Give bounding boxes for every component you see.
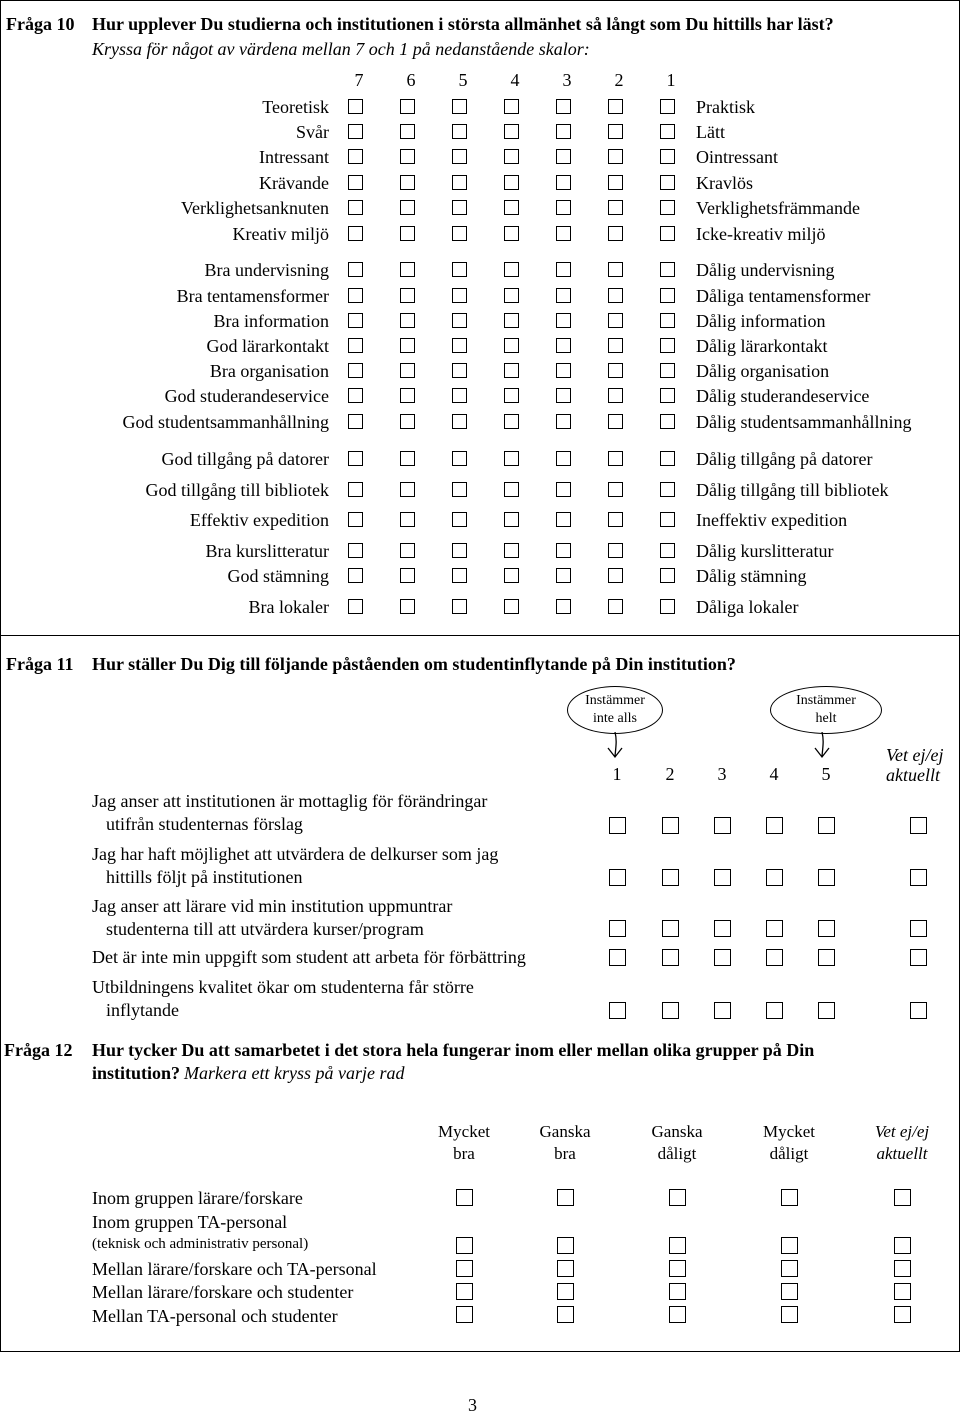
checkbox[interactable] xyxy=(660,388,675,403)
checkbox[interactable] xyxy=(660,512,675,527)
checkbox[interactable] xyxy=(660,124,675,139)
q10-right-label: Dålig studentsammanhållning xyxy=(696,412,912,432)
checkbox[interactable] xyxy=(556,149,571,164)
checkbox[interactable] xyxy=(348,599,363,614)
bubble-disagree-line1: Instämmer xyxy=(585,693,645,708)
page-number: 3 xyxy=(468,1395,477,1415)
q10-right-label: Dålig kurslitteratur xyxy=(696,541,834,561)
checkbox[interactable] xyxy=(504,543,519,558)
checkbox[interactable] xyxy=(609,1002,626,1019)
checkbox[interactable] xyxy=(609,920,626,937)
checkbox[interactable] xyxy=(504,512,519,527)
checkbox[interactable] xyxy=(556,288,571,303)
checkbox[interactable] xyxy=(609,869,626,886)
checkbox[interactable] xyxy=(894,1306,911,1323)
checkbox[interactable] xyxy=(452,363,467,378)
checkbox[interactable] xyxy=(660,313,675,328)
checkbox[interactable] xyxy=(556,175,571,190)
checkbox[interactable] xyxy=(400,338,415,353)
checkbox[interactable] xyxy=(894,1237,911,1254)
checkbox[interactable] xyxy=(910,949,927,966)
checkbox[interactable] xyxy=(504,388,519,403)
q12-row-sublabel: (teknisk och administrativ personal) xyxy=(92,1236,309,1252)
q11-statement-line1: Jag anser att lärare vid min institution uppmuntrar xyxy=(92,896,453,916)
checkbox[interactable] xyxy=(662,949,679,966)
checkbox[interactable] xyxy=(400,543,415,558)
checkbox[interactable] xyxy=(608,451,623,466)
checkbox[interactable] xyxy=(400,99,415,114)
q11-statement-line2: inflytande xyxy=(106,1000,179,1020)
checkbox[interactable] xyxy=(557,1237,574,1254)
q10-left-label: Verklighetsanknuten xyxy=(181,198,329,218)
checkbox[interactable] xyxy=(556,200,571,215)
checkbox[interactable] xyxy=(556,482,571,497)
checkbox[interactable] xyxy=(766,920,783,937)
checkbox[interactable] xyxy=(608,288,623,303)
q10-left-label: Svår xyxy=(296,122,329,142)
q10-scale-label: 4 xyxy=(510,70,520,90)
checkbox[interactable] xyxy=(504,200,519,215)
checkbox[interactable] xyxy=(609,817,626,834)
checkbox[interactable] xyxy=(400,288,415,303)
q10-left-label: Bra undervisning xyxy=(204,260,329,280)
checkbox[interactable] xyxy=(504,568,519,583)
q10-right-label: Dåliga lokaler xyxy=(696,597,799,617)
checkbox[interactable] xyxy=(660,99,675,114)
q11-title: Hur ställer Du Dig till följande påståenden om studentinflytande på Din institution? xyxy=(92,654,736,674)
q10-left-label: Krävande xyxy=(259,173,329,193)
checkbox[interactable] xyxy=(452,338,467,353)
checkbox[interactable] xyxy=(504,338,519,353)
checkbox[interactable] xyxy=(504,288,519,303)
q10-left-label: God stämning xyxy=(227,566,329,586)
q10-left-label: Bra organisation xyxy=(209,361,329,381)
checkbox[interactable] xyxy=(452,451,467,466)
checkbox[interactable] xyxy=(608,313,623,328)
checkbox[interactable] xyxy=(766,949,783,966)
q10-scale-label: 3 xyxy=(562,70,572,90)
q12-column-line1: Vet ej/ej xyxy=(874,1122,930,1141)
checkbox[interactable] xyxy=(660,262,675,277)
q11-scale-label: 5 xyxy=(821,764,831,784)
checkbox[interactable] xyxy=(400,482,415,497)
checkbox[interactable] xyxy=(714,817,731,834)
checkbox[interactable] xyxy=(669,1306,686,1323)
checkbox[interactable] xyxy=(456,1283,473,1300)
q11-statement-line2: hittills följt på institutionen xyxy=(106,867,303,887)
checkbox[interactable] xyxy=(348,482,363,497)
checkbox[interactable] xyxy=(504,99,519,114)
checkbox[interactable] xyxy=(781,1283,798,1300)
q10-left-label: Kreativ miljö xyxy=(232,224,329,244)
checkbox[interactable] xyxy=(348,149,363,164)
checkbox[interactable] xyxy=(660,451,675,466)
checkbox[interactable] xyxy=(400,149,415,164)
q11-scale-label: 3 xyxy=(717,764,727,784)
q12-row-label: Mellan TA-personal och studenter xyxy=(92,1306,338,1326)
checkbox[interactable] xyxy=(452,175,467,190)
checkbox[interactable] xyxy=(400,313,415,328)
checkbox[interactable] xyxy=(504,175,519,190)
checkbox[interactable] xyxy=(452,414,467,429)
checkbox[interactable] xyxy=(504,149,519,164)
q11-statement-line2: studenterna till att utvärdera kurser/program xyxy=(106,919,424,939)
q12-number: Fråga 12 xyxy=(4,1040,73,1060)
checkbox[interactable] xyxy=(452,388,467,403)
q12-column-line2: dåligt xyxy=(657,1144,697,1163)
checkbox[interactable] xyxy=(456,1260,473,1277)
checkbox[interactable] xyxy=(669,1189,686,1206)
checkbox[interactable] xyxy=(504,226,519,241)
checkbox[interactable] xyxy=(714,869,731,886)
q11-statement-line1: Jag anser att institutionen är mottaglig för förändringar xyxy=(92,791,488,811)
checkbox[interactable] xyxy=(400,451,415,466)
checkbox[interactable] xyxy=(456,1237,473,1254)
checkbox[interactable] xyxy=(818,1002,835,1019)
checkbox[interactable] xyxy=(660,288,675,303)
q10-right-label: Ointressant xyxy=(696,147,778,167)
checkbox[interactable] xyxy=(348,451,363,466)
checkbox[interactable] xyxy=(452,262,467,277)
bubble-agree-line1: Instämmer xyxy=(796,693,856,708)
checkbox[interactable] xyxy=(714,949,731,966)
checkbox[interactable] xyxy=(608,149,623,164)
checkbox[interactable] xyxy=(556,226,571,241)
checkbox[interactable] xyxy=(452,482,467,497)
checkbox[interactable] xyxy=(348,568,363,583)
q11-statement-line1: Det är inte min uppgift som student att arbeta för förbättring xyxy=(92,947,526,967)
checkbox[interactable] xyxy=(504,124,519,139)
checkbox[interactable] xyxy=(556,313,571,328)
q10-right-label: Verklighetsfrämmande xyxy=(696,198,860,218)
checkbox[interactable] xyxy=(556,124,571,139)
checkbox[interactable] xyxy=(556,388,571,403)
checkbox[interactable] xyxy=(348,288,363,303)
checkbox[interactable] xyxy=(660,599,675,614)
checkbox[interactable] xyxy=(766,869,783,886)
checkbox[interactable] xyxy=(400,124,415,139)
checkbox[interactable] xyxy=(556,451,571,466)
q12-title-line2 xyxy=(92,1062,405,1084)
checkbox[interactable] xyxy=(557,1283,574,1300)
q12-column-line2: dåligt xyxy=(769,1144,809,1163)
checkbox[interactable] xyxy=(556,599,571,614)
q11-scale-label: 4 xyxy=(769,764,779,784)
checkbox[interactable] xyxy=(452,149,467,164)
q10-scale-label: 2 xyxy=(614,70,624,90)
checkbox[interactable] xyxy=(781,1237,798,1254)
checkbox[interactable] xyxy=(504,363,519,378)
checkbox[interactable] xyxy=(781,1260,798,1277)
q12-row-label: Inom gruppen lärare/forskare xyxy=(92,1188,303,1208)
q12-row-label: Mellan lärare/forskare och TA-personal xyxy=(92,1259,377,1279)
checkbox[interactable] xyxy=(608,99,623,114)
q10-right-label: Dålig information xyxy=(696,311,826,331)
checkbox[interactable] xyxy=(662,869,679,886)
checkbox[interactable] xyxy=(452,124,467,139)
checkbox[interactable] xyxy=(608,363,623,378)
q10-instruction: Kryssa för något av värdena mellan 7 och 1 på nedanstående skalor: xyxy=(92,39,590,59)
checkbox[interactable] xyxy=(452,543,467,558)
checkbox[interactable] xyxy=(669,1283,686,1300)
q10-left-label: Bra kurslitteratur xyxy=(205,541,329,561)
checkbox[interactable] xyxy=(400,363,415,378)
checkbox[interactable] xyxy=(660,363,675,378)
q12-column-line1: Mycket xyxy=(438,1122,490,1141)
checkbox[interactable] xyxy=(660,338,675,353)
q10-left-label: Effektiv expedition xyxy=(189,510,329,530)
checkbox[interactable] xyxy=(910,1002,927,1019)
checkbox[interactable] xyxy=(608,124,623,139)
checkbox[interactable] xyxy=(400,414,415,429)
checkbox[interactable] xyxy=(452,226,467,241)
checkbox[interactable] xyxy=(910,869,927,886)
checkbox[interactable] xyxy=(452,313,467,328)
checkbox[interactable] xyxy=(504,451,519,466)
checkbox[interactable] xyxy=(348,99,363,114)
q10-left-label: Bra tentamensformer xyxy=(176,286,329,306)
checkbox[interactable] xyxy=(348,200,363,215)
checkbox[interactable] xyxy=(608,543,623,558)
checkbox[interactable] xyxy=(660,543,675,558)
checkbox[interactable] xyxy=(400,226,415,241)
q12-column-line1: Mycket xyxy=(763,1122,815,1141)
q10-right-label: Kravlös xyxy=(696,173,753,193)
q12-row-label: Mellan lärare/forskare och studenter xyxy=(92,1282,354,1302)
checkbox[interactable] xyxy=(348,543,363,558)
checkbox[interactable] xyxy=(556,512,571,527)
checkbox[interactable] xyxy=(818,817,835,834)
checkbox[interactable] xyxy=(348,414,363,429)
checkbox[interactable] xyxy=(662,920,679,937)
q10-scale-label: 7 xyxy=(354,70,364,90)
checkbox[interactable] xyxy=(608,226,623,241)
q11-statement-line2: utifrån studenternas förslag xyxy=(106,814,303,834)
q10-title: Hur upplever Du studierna och institutionen i största allmänhet så långt som Du hittills har läst? xyxy=(92,14,834,34)
bubble-agree xyxy=(770,686,882,734)
checkbox[interactable] xyxy=(894,1283,911,1300)
q10-right-label: Lätt xyxy=(696,122,725,142)
q12-instruction: Markera ett kryss på varje rad xyxy=(184,1063,405,1083)
q10-left-label: Teoretisk xyxy=(262,97,329,117)
q10-number: Fråga 10 xyxy=(6,14,75,34)
q11-statement-line1: Jag har haft möjlighet att utvärdera de delkurser som jag xyxy=(92,844,499,864)
q12-column-line1: Ganska xyxy=(651,1122,703,1141)
checkbox[interactable] xyxy=(556,543,571,558)
checkbox[interactable] xyxy=(660,226,675,241)
q10-right-label: Dålig organisation xyxy=(696,361,830,381)
bubble-agree-line2: helt xyxy=(815,711,837,726)
checkbox[interactable] xyxy=(608,512,623,527)
checkbox[interactable] xyxy=(714,920,731,937)
checkbox[interactable] xyxy=(348,363,363,378)
q10-scale-label: 6 xyxy=(406,70,416,90)
checkbox[interactable] xyxy=(400,262,415,277)
checkbox[interactable] xyxy=(400,512,415,527)
checkbox[interactable] xyxy=(910,920,927,937)
q10-right-label: Dålig tillgång på datorer xyxy=(696,449,873,469)
checkbox[interactable] xyxy=(556,568,571,583)
checkbox[interactable] xyxy=(556,363,571,378)
checkbox[interactable] xyxy=(818,949,835,966)
checkbox[interactable] xyxy=(400,568,415,583)
checkbox[interactable] xyxy=(894,1260,911,1277)
checkbox[interactable] xyxy=(556,414,571,429)
checkbox[interactable] xyxy=(781,1189,798,1206)
q10-right-label: Dålig undervisning xyxy=(696,260,835,280)
checkbox[interactable] xyxy=(452,99,467,114)
q12-title: Hur tycker Du att samarbetet i det stora hela fungerar inom eller mellan olika grupper på Din xyxy=(92,1040,815,1060)
q12-column-line2: bra xyxy=(453,1144,475,1163)
checkbox[interactable] xyxy=(894,1189,911,1206)
checkbox[interactable] xyxy=(456,1189,473,1206)
q10-left-label: God studentsammanhållning xyxy=(122,412,329,432)
checkbox[interactable] xyxy=(504,414,519,429)
q11-na-line2: aktuellt xyxy=(886,765,940,785)
checkbox[interactable] xyxy=(504,599,519,614)
checkbox[interactable] xyxy=(504,482,519,497)
checkbox[interactable] xyxy=(818,869,835,886)
checkbox[interactable] xyxy=(400,388,415,403)
q10-right-label: Praktisk xyxy=(696,97,756,117)
checkbox[interactable] xyxy=(608,568,623,583)
q12-title2: institution? xyxy=(92,1063,181,1083)
checkbox[interactable] xyxy=(504,313,519,328)
q10-right-label: Dåliga tentamensformer xyxy=(696,286,871,306)
checkbox[interactable] xyxy=(608,262,623,277)
checkbox[interactable] xyxy=(556,99,571,114)
checkbox[interactable] xyxy=(662,1002,679,1019)
checkbox[interactable] xyxy=(400,200,415,215)
checkbox[interactable] xyxy=(556,262,571,277)
checkbox[interactable] xyxy=(504,262,519,277)
checkbox[interactable] xyxy=(660,414,675,429)
checkbox[interactable] xyxy=(348,388,363,403)
q10-right-label: Dålig stämning xyxy=(696,566,807,586)
checkbox[interactable] xyxy=(400,599,415,614)
checkbox[interactable] xyxy=(348,512,363,527)
checkbox[interactable] xyxy=(608,338,623,353)
checkbox[interactable] xyxy=(766,1002,783,1019)
checkbox[interactable] xyxy=(910,817,927,834)
q11-na-line1: Vet ej/ej xyxy=(886,745,944,765)
checkbox[interactable] xyxy=(608,414,623,429)
checkbox[interactable] xyxy=(781,1306,798,1323)
checkbox[interactable] xyxy=(348,175,363,190)
checkbox[interactable] xyxy=(400,175,415,190)
q10-left-label: God tillgång till bibliotek xyxy=(145,480,329,500)
checkbox[interactable] xyxy=(348,226,363,241)
checkbox[interactable] xyxy=(452,599,467,614)
checkbox[interactable] xyxy=(452,512,467,527)
checkbox[interactable] xyxy=(557,1189,574,1206)
q11-scale-label: 1 xyxy=(612,764,622,784)
checkbox[interactable] xyxy=(766,817,783,834)
checkbox[interactable] xyxy=(556,338,571,353)
checkbox[interactable] xyxy=(660,149,675,164)
checkbox[interactable] xyxy=(608,599,623,614)
q10-left-label: Bra information xyxy=(213,311,329,331)
q10-left-label: God tillgång på datorer xyxy=(161,449,329,469)
q10-left-label: Bra lokaler xyxy=(248,597,329,617)
checkbox[interactable] xyxy=(348,124,363,139)
checkbox[interactable] xyxy=(609,949,626,966)
checkbox[interactable] xyxy=(662,817,679,834)
bubble-disagree xyxy=(567,686,663,734)
checkbox[interactable] xyxy=(669,1237,686,1254)
q10-right-label: Dålig studerandeservice xyxy=(696,386,870,406)
checkbox[interactable] xyxy=(714,1002,731,1019)
checkbox[interactable] xyxy=(557,1306,574,1323)
q10-right-label: Ineffektiv expedition xyxy=(696,510,848,530)
checkbox[interactable] xyxy=(452,288,467,303)
q12-column-line2: aktuellt xyxy=(876,1144,928,1163)
q11-scale-label: 2 xyxy=(665,764,675,784)
q10-right-label: Dålig tillgång till bibliotek xyxy=(696,480,889,500)
checkbox[interactable] xyxy=(660,175,675,190)
checkbox[interactable] xyxy=(456,1306,473,1323)
checkbox[interactable] xyxy=(557,1260,574,1277)
q10-left-label: Intressant xyxy=(259,147,329,167)
checkbox[interactable] xyxy=(608,388,623,403)
arrow-down-icon xyxy=(603,732,629,760)
checkbox[interactable] xyxy=(660,200,675,215)
q10-right-label: Icke-kreativ miljö xyxy=(696,224,826,244)
checkbox[interactable] xyxy=(452,568,467,583)
checkbox[interactable] xyxy=(608,482,623,497)
q11-statement-line1: Utbildningens kvalitet ökar om studenterna får större xyxy=(92,977,474,997)
checkbox[interactable] xyxy=(608,200,623,215)
checkbox[interactable] xyxy=(669,1260,686,1277)
q12-column-line2: bra xyxy=(554,1144,576,1163)
checkbox[interactable] xyxy=(348,262,363,277)
checkbox[interactable] xyxy=(818,920,835,937)
checkbox[interactable] xyxy=(348,313,363,328)
q12-column-line1: Ganska xyxy=(539,1122,591,1141)
q10-left-label: God lärarkontakt xyxy=(206,336,329,356)
q12-row-label: Inom gruppen TA-personal xyxy=(92,1212,288,1232)
checkbox[interactable] xyxy=(348,338,363,353)
checkbox[interactable] xyxy=(608,175,623,190)
checkbox[interactable] xyxy=(660,482,675,497)
q10-scale-label: 1 xyxy=(666,70,676,90)
checkbox[interactable] xyxy=(452,200,467,215)
bubble-disagree-line2: inte alls xyxy=(593,711,637,726)
q11-number: Fråga 11 xyxy=(6,654,74,674)
arrow-down-icon xyxy=(810,732,836,760)
checkbox[interactable] xyxy=(660,568,675,583)
q10-left-label: God studerandeservice xyxy=(164,386,329,406)
q10-scale-label: 5 xyxy=(458,70,468,90)
q10-right-label: Dålig lärarkontakt xyxy=(696,336,828,356)
